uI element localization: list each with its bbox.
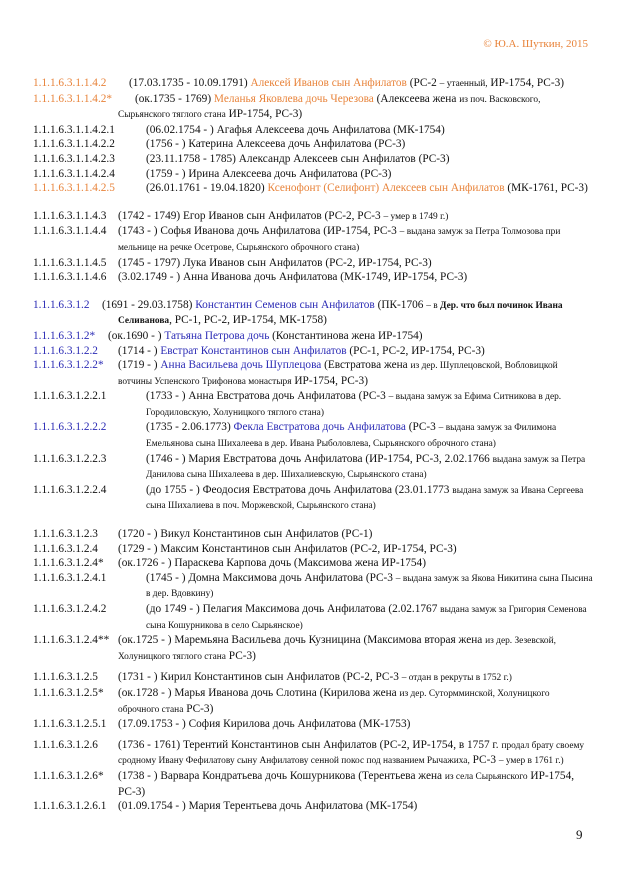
genealogy-entry bbox=[33, 633, 593, 664]
genealogy-entry bbox=[33, 483, 593, 514]
entry-note: выдана замуж за Петра Данилова сына Шихалеева в дер. Шихалиевскую, Сырьянского стана) bbox=[146, 454, 586, 481]
entry-id: 1.1.1.6.3.1.1.4.3 bbox=[33, 209, 107, 222]
entry-text: (РС-2 bbox=[406, 77, 440, 89]
genealogy-entry bbox=[33, 224, 593, 255]
entry-text: ИР-1754, РС-3) bbox=[291, 374, 368, 387]
genealogy-entry bbox=[33, 181, 593, 196]
entry-text: ИР-1754, РС-3) bbox=[118, 769, 575, 798]
entry-id: 1.1.1.6.3.1.2.5 bbox=[33, 671, 98, 684]
entry-text: ИР-1754, РС-3) bbox=[487, 77, 565, 89]
entry-text: , РС-1, РС-2, ИР-1754, МК-1758) bbox=[169, 314, 327, 327]
entry-note: – выдана замуж за Филимона Емельянова сына Шихалеева в дер. Ивана Рыболовлева, Сырьянского оброчного стана) bbox=[146, 423, 557, 450]
genealogy-entry bbox=[33, 602, 593, 633]
entry-id: 1.1.1.6.3.1.2.2.4 bbox=[33, 483, 107, 496]
entry-id: 1.1.1.6.3.1.2.6 bbox=[33, 738, 98, 751]
genealogy-entry bbox=[33, 344, 593, 359]
entry-text: (ок.1735 - 1769) bbox=[135, 92, 214, 105]
entry-id: 1.1.1.6.3.1.2.5.1 bbox=[33, 718, 107, 731]
entry-text: (1745 - 1797) Лука Иванов сын Анфилатов (РС-2, ИР-1754, РС-3) bbox=[118, 256, 432, 269]
genealogy-entry bbox=[33, 123, 593, 138]
entry-text: (ок.1725 - ) Маремьяна Васильева дочь Кузницина (Максимова вторая жена bbox=[118, 634, 486, 647]
genealogy-entry bbox=[33, 571, 593, 602]
entry-text: (26.01.1761 - 19.04.1820) bbox=[146, 182, 268, 195]
entry-note: – утаенный, bbox=[439, 79, 488, 89]
page-number: 9 bbox=[576, 827, 583, 842]
entry-text: (17.09.1753 - ) София Кирилова дочь Анфилатова (МК-1753) bbox=[118, 718, 411, 731]
block-spacer bbox=[33, 514, 593, 527]
entry-id: 1.1.1.6.3.1.1.4.2.2 bbox=[33, 138, 115, 151]
copyright-header: © Ю.А. Шуткин, 2015 bbox=[483, 38, 588, 50]
entry-id: 1.1.1.6.3.1.2.6.1 bbox=[33, 800, 107, 813]
entry-text: (1745 - ) Домна Максимова дочь Анфилатова (РС-3 bbox=[146, 571, 396, 584]
person-name-highlight: Меланья Яковлева дочь Черезова bbox=[213, 92, 374, 105]
entry-id: 1.1.1.6.3.1.2.5* bbox=[33, 686, 104, 699]
block-spacer bbox=[33, 285, 593, 298]
entry-id: 1.1.1.6.3.1.1.4.2.3 bbox=[33, 152, 115, 165]
entry-text: (06.02.1754 - ) Агафья Алексеева дочь Анфилатова (МК-1754) bbox=[146, 123, 445, 136]
genealogy-entry bbox=[33, 686, 593, 717]
entry-id: 1.1.1.6.3.1.2 bbox=[33, 298, 90, 311]
genealogy-entry bbox=[33, 717, 593, 732]
genealogy-entry bbox=[33, 92, 593, 123]
entry-note: выдана замуж за Ивана Сергеева сына Шихалиева в поч. Моржевской, Сырьянского стана) bbox=[146, 485, 584, 512]
entry-id: 1.1.1.6.3.1.2* bbox=[33, 329, 96, 342]
genealogy-entry bbox=[33, 799, 593, 814]
genealogy-entry bbox=[33, 452, 593, 483]
entry-id: 1.1.1.6.3.1.2.3 bbox=[33, 528, 98, 541]
entry-text: (МК-1761, РС-3) bbox=[504, 182, 588, 195]
entry-note: – выдана замуж за Якова Никитина сына Пысина в дер. Вдовкину) bbox=[146, 573, 593, 600]
entry-note: продал брату своему сродному Ивану Фефилатову сыну Анфилатову сенной покос под названием Рычажиха, bbox=[118, 740, 585, 767]
genealogy-entry bbox=[33, 256, 593, 271]
person-name-highlight: Татьяна Петрова дочь bbox=[164, 329, 270, 342]
entry-text: (3.02.1749 - ) Анна Иванова дочь Анфилатова (МК-1749, ИР-1754, РС-3) bbox=[118, 271, 468, 284]
person-name-highlight: Алексей Иванов сын Анфилатов bbox=[250, 77, 407, 89]
genealogy-entry bbox=[33, 270, 593, 285]
entry-text: (1736 - 1761) Терентий Константинов сын Анфилатов (РС-2, ИР-1754, в 1757 г. bbox=[118, 738, 502, 751]
entry-text: (до 1755 - ) Феодосия Евстратова дочь Анфилатова (23.01.1773 bbox=[146, 483, 453, 496]
entry-text: (1738 - ) Варвара Кондратьева дочь Кошурникова (Терентьева жена bbox=[118, 769, 445, 782]
person-name-highlight: Анна Васильева дочь Шуплецова bbox=[160, 359, 322, 372]
entry-id: 1.1.1.6.3.1.2.2.3 bbox=[33, 452, 107, 465]
genealogy-entry bbox=[33, 670, 593, 686]
entry-id: 1.1.1.6.3.1.1.4.2.4 bbox=[33, 167, 115, 180]
entry-note: – умер в 1761 г.) bbox=[498, 756, 564, 767]
entry-text: (1742 - 1749) Егор Иванов сын Анфилатов (РС-2, РС-3 bbox=[118, 209, 384, 222]
person-name-highlight: Фекла Евстратова дочь Анфилатова bbox=[233, 421, 406, 434]
entry-id: 1.1.1.6.3.1.2.2 bbox=[33, 344, 98, 357]
entry-note: из села Сырьянского bbox=[444, 771, 528, 782]
genealogy-entry bbox=[33, 542, 593, 557]
entry-text: (до 1749 - ) Пелагия Максимова дочь Анфилатова (2.02.1767 bbox=[146, 603, 441, 615]
entry-id: 1.1.1.6.3.1.1.4.2.5 bbox=[33, 182, 115, 195]
entry-text: (ок.1726 - ) Параскева Карпова дочь (Максимова жена ИР-1754) bbox=[118, 557, 426, 570]
entry-text: ИР-1754, РС-3) bbox=[225, 108, 303, 121]
entry-text: РС-3 bbox=[469, 754, 499, 767]
genealogy-entry bbox=[33, 137, 593, 152]
entry-note: – умер в 1749 г.) bbox=[383, 211, 449, 222]
entry-text: (Евстратова жена bbox=[321, 359, 411, 372]
genealogy-entry bbox=[33, 556, 593, 571]
entry-id: 1.1.1.6.3.1.2.4 bbox=[33, 542, 98, 555]
entry-text: (ок.1690 - ) bbox=[108, 329, 165, 342]
entry-text: (1743 - ) Софья Иванова дочь Анфилатова (ИР-1754, РС-3 bbox=[118, 225, 400, 238]
entry-note: из дер. Зезевской, Холуницкого тяглого стана bbox=[118, 636, 556, 662]
genealogy-entry bbox=[33, 167, 593, 182]
block-spacer bbox=[33, 196, 593, 209]
genealogy-entry bbox=[33, 152, 593, 167]
person-name-highlight: Евстрат Константинов сын Анфилатов bbox=[160, 344, 347, 357]
entry-note: Дер. что был починок Ивана Селиванова bbox=[118, 300, 563, 327]
genealogy-entry bbox=[33, 738, 593, 769]
entry-note: из дер. Сутормминской, Холуницкого оброчного стана bbox=[118, 688, 550, 715]
genealogy-entry bbox=[33, 358, 593, 389]
entry-note: – выдана замуж за Ефима Ситникова в дер. Городиловскую, Холуницкого тяглого стана) bbox=[146, 392, 562, 418]
entry-text: (1759 - ) Ирина Алексеева дочь Анфилатова (РС-3) bbox=[146, 167, 392, 180]
genealogy-entry bbox=[33, 298, 593, 329]
entry-note: – в bbox=[426, 300, 441, 311]
entry-id: 1.1.1.6.3.1.2.4.1 bbox=[33, 571, 107, 584]
entry-note: – отдан в рекруты в 1752 г.) bbox=[401, 673, 512, 684]
entry-text: (Константинова жена ИР-1754) bbox=[269, 329, 423, 342]
entry-id: 1.1.1.6.3.1.2.2.1 bbox=[33, 390, 107, 403]
entry-note: из дер. Шуплецовской, Вобловицкой вотчины Успенского Трифонова монастыря bbox=[118, 361, 558, 387]
genealogy-entry bbox=[33, 76, 593, 92]
entry-text: (1729 - ) Максим Константинов сын Анфилатов (РС-2, ИР-1754, РС-3) bbox=[118, 542, 457, 555]
entry-text: (1735 - 2.06.1773) bbox=[146, 421, 234, 434]
entry-id: 1.1.1.6.3.1.2.4* bbox=[33, 557, 104, 570]
entry-id: 1.1.1.6.3.1.2.4.2 bbox=[33, 603, 107, 615]
entry-text: РС-3) bbox=[225, 649, 256, 662]
entry-id: 1.1.1.6.3.1.2.4** bbox=[33, 634, 110, 647]
genealogy-entry bbox=[33, 769, 593, 799]
entry-id: 1.1.1.6.3.1.1.4.4 bbox=[33, 225, 107, 238]
entry-text: (1714 - ) bbox=[118, 344, 161, 357]
entry-text: (1756 - ) Катерина Алексеева дочь Анфилатова (РС-3) bbox=[146, 138, 406, 151]
entry-note: из поч. Васковского, Сырьянского тяглого стана bbox=[118, 94, 541, 121]
entry-text: (РС-1, РС-2, ИР-1754, РС-3) bbox=[346, 344, 485, 357]
entry-text: (ок.1728 - ) Марья Иванова дочь Слотина (Кирилова жена bbox=[118, 686, 400, 699]
genealogy-entry bbox=[33, 329, 593, 344]
person-name-highlight: Константин Семенов сын Анфилатов bbox=[195, 298, 375, 311]
entry-id: 1.1.1.6.3.1.2.2* bbox=[33, 359, 104, 372]
person-name-highlight: Ксенофонт (Селифонт) Алексеев сын Анфилатов bbox=[267, 182, 505, 195]
entry-text: (23.11.1758 - 1785) Александр Алексеев сын Анфилатов (РС-3) bbox=[146, 152, 450, 165]
entry-text: (РС-3 bbox=[405, 421, 439, 434]
entry-text: РС-3) bbox=[183, 702, 214, 715]
genealogy-entry bbox=[33, 209, 593, 225]
genealogy-entry bbox=[33, 389, 593, 420]
entry-text: (1691 - 29.03.1758) bbox=[102, 298, 196, 311]
entry-id: 1.1.1.6.3.1.1.4.2 bbox=[33, 77, 107, 89]
entry-text: (Алексеева жена bbox=[373, 92, 460, 105]
entry-id: 1.1.1.6.3.1.1.4.2.1 bbox=[33, 123, 115, 136]
entry-id: 1.1.1.6.3.1.1.4.5 bbox=[33, 256, 107, 269]
entry-text: (1719 - ) bbox=[118, 359, 161, 372]
entry-text: (1746 - ) Мария Евстратова дочь Анфилатова (ИР-1754, РС-3, 2.02.1766 bbox=[146, 452, 493, 465]
entry-id: 1.1.1.6.3.1.2.2.2 bbox=[33, 421, 107, 434]
genealogy-entry bbox=[33, 527, 593, 542]
entry-id: 1.1.1.6.3.1.1.4.6 bbox=[33, 271, 107, 284]
entry-note: – выдана замуж за Петра Толмозова при мельнице на речке Осетрове, Сырьянского оброчного стана) bbox=[118, 227, 561, 253]
entry-text: (1733 - ) Анна Евстратова дочь Анфилатова (РС-3 bbox=[146, 390, 389, 403]
entry-text: (1720 - ) Викул Константинов сын Анфилатов (РС-1) bbox=[118, 528, 373, 541]
entry-text: (1731 - ) Кирил Константинов сын Анфилатов (РС-2, РС-3 bbox=[118, 671, 402, 684]
entry-id: 1.1.1.6.3.1.2.6* bbox=[33, 769, 104, 782]
genealogy-list bbox=[33, 76, 593, 814]
genealogy-entry bbox=[33, 420, 593, 451]
entry-text: (17.03.1735 - 10.09.1791) bbox=[129, 77, 251, 89]
entry-note: выдана замуж за Григория Семенова сына Кошурникова в село Сырьянское) bbox=[146, 605, 587, 631]
entry-text: (ПК-1706 bbox=[374, 298, 427, 311]
entry-id: 1.1.1.6.3.1.1.4.2* bbox=[33, 92, 113, 105]
entry-text: (01.09.1754 - ) Мария Терентьева дочь Анфилатова (МК-1754) bbox=[118, 800, 418, 813]
